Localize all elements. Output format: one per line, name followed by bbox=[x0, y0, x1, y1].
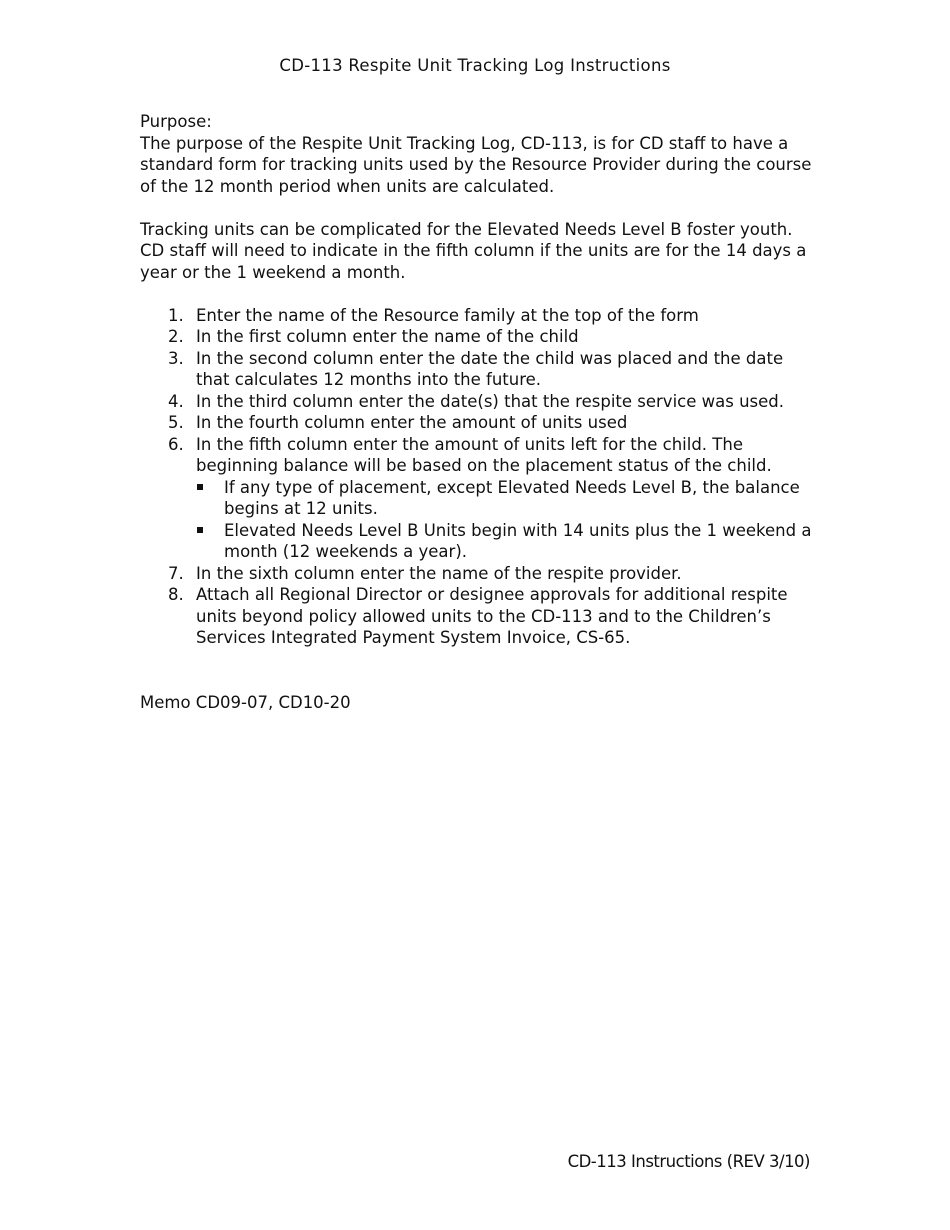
instruction-list bbox=[140, 305, 820, 649]
square-bullet-icon bbox=[197, 484, 203, 490]
list-item-text: In the fourth column enter the amount of units used bbox=[196, 413, 628, 432]
sub-bullet-text: Elevated Needs Level B Units begin with 14 units plus the 1 weekend a month (12 weekends a year). bbox=[224, 520, 812, 561]
list-item-text: In the third column enter the date(s) that the respite service was used. bbox=[196, 391, 784, 411]
list-number: 4. bbox=[168, 391, 184, 411]
list-item bbox=[140, 412, 820, 434]
list-number: 5. bbox=[168, 413, 184, 432]
sub-bullet-item bbox=[196, 520, 820, 563]
list-number: 2. bbox=[168, 327, 184, 346]
list-item-text: In the fifth column enter the amount of units left for the child. The beginning balance will be based on the placement status of the child. bbox=[196, 434, 772, 475]
list-item bbox=[140, 391, 820, 413]
tracking-paragraph: Tracking units can be complicated for the Elevated Needs Level B foster youth. CD staff will need to indicate in the fifth column if the units are for the 14 days a year or the 1 weekend a month. bbox=[140, 219, 807, 282]
list-number: 7. bbox=[168, 563, 184, 583]
sub-bullet-list bbox=[196, 477, 820, 563]
purpose-paragraph: The purpose of the Respite Unit Tracking Log, CD-113, is for CD staff to have a standard form for tracking units used by the Resource Provider during the course of the 12 month period when units are calculated. bbox=[140, 133, 812, 196]
page-footer: CD-113 Instructions (REV 3/10) bbox=[567, 1152, 810, 1171]
list-item bbox=[140, 326, 820, 348]
purpose-heading: Purpose: bbox=[140, 112, 212, 131]
list-item bbox=[140, 434, 820, 563]
document-title: CD-113 Respite Unit Tracking Log Instructions bbox=[279, 56, 671, 75]
list-item-text: In the first column enter the name of the child bbox=[196, 327, 579, 346]
list-item bbox=[140, 305, 820, 327]
sub-bullet-item bbox=[196, 477, 820, 520]
list-item bbox=[140, 563, 820, 585]
list-item-text: Attach all Regional Director or designee approvals for additional respite units beyond policy allowed units to the CD-113 and to the Children’s Services Integrated Payment System Invoice, CS-65. bbox=[196, 585, 788, 647]
list-item-text: In the sixth column enter the name of the respite provider. bbox=[196, 563, 682, 583]
square-bullet-icon bbox=[197, 527, 203, 533]
list-number: 6. bbox=[168, 434, 184, 454]
list-item-text: In the second column enter the date the child was placed and the date that calculates 12 months into the future. bbox=[196, 348, 784, 389]
list-item-text: Enter the name of the Resource family at the top of the form bbox=[196, 305, 699, 325]
list-number: 8. bbox=[168, 585, 184, 604]
list-item bbox=[140, 348, 820, 391]
list-number: 1. bbox=[168, 305, 184, 325]
document-body bbox=[140, 111, 820, 713]
sub-bullet-text: If any type of placement, except Elevated Needs Level B, the balance begins at 12 units. bbox=[224, 477, 800, 518]
list-item bbox=[140, 584, 820, 649]
memo-reference: Memo CD09-07, CD10-20 bbox=[140, 692, 351, 712]
list-number: 3. bbox=[168, 348, 184, 368]
